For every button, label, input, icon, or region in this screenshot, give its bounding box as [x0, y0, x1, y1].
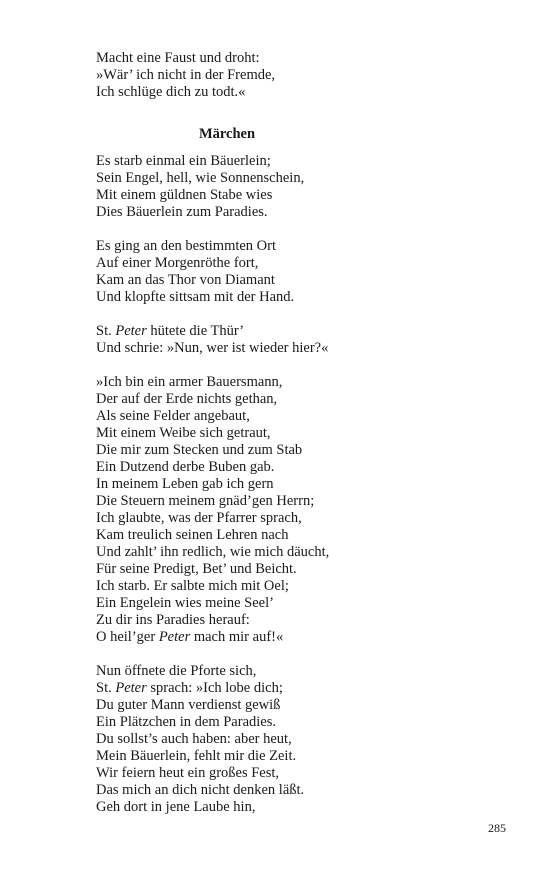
poem-line: Mein Bäuerlein, fehlt mir die Zeit. — [96, 748, 297, 764]
poem-line: Als seine Felder angebaut, — [96, 408, 250, 424]
poem-line: Dies Bäuerlein zum Paradies. — [96, 204, 268, 220]
page-number: 285 — [488, 821, 506, 835]
poem-line: Und klopfte sittsam mit der Hand. — [96, 289, 295, 305]
poem-line: Und zahlt’ ihn redlich, wie mich däucht, — [96, 544, 330, 560]
stanza — [96, 153, 496, 221]
poem-line: Und schrie: »Nun, wer ist wieder hier?« — [96, 340, 329, 356]
page-body — [96, 50, 496, 833]
poem-line: Sein Engel, hell, wie Sonnenschein, — [96, 170, 305, 186]
poem-line: Nun öffnete die Pforte sich, — [96, 663, 257, 679]
poem-line: St. Peter hütete die Thür’ — [96, 323, 245, 339]
poem-line: Ich schlüge dich zu todt.« — [96, 84, 246, 100]
poem-line: Für seine Predigt, Bet’ und Beicht. — [96, 561, 297, 577]
poem-body — [96, 153, 496, 816]
poem-line: Du guter Mann verdienst gewiß — [96, 697, 281, 713]
intro-stanza — [96, 50, 496, 101]
poem-line: Ich starb. Er salbte mich mit Oel; — [96, 578, 289, 594]
poem-line: Kam an das Thor von Diamant — [96, 272, 275, 288]
poem-title: Märchen — [198, 126, 256, 142]
poem-line: Ein Dutzend derbe Buben gab. — [96, 459, 275, 475]
poem-line: Ich glaubte, was der Pfarrer sprach, — [96, 510, 302, 526]
poem-line: Auf einer Morgenröthe fort, — [96, 255, 259, 271]
stanza — [96, 374, 496, 646]
italic-name: Peter — [115, 323, 147, 339]
poem-line: In meinem Leben gab ich gern — [96, 476, 274, 492]
poem-line: Es starb einmal ein Bäuerlein; — [96, 153, 271, 169]
poem-line: Mit einem güldnen Stabe wies — [96, 187, 273, 203]
poem-line: Zu dir ins Paradies herauf: — [96, 612, 250, 628]
poem-line: Du sollst’s auch haben: aber heut, — [96, 731, 292, 747]
stanza — [96, 238, 496, 306]
poem-line: Geh dort in jene Laube hin, — [96, 799, 256, 815]
poem-line: Mit einem Weibe sich getraut, — [96, 425, 271, 441]
poem-line: Wir feiern heut ein großes Fest, — [96, 765, 280, 781]
poem-line: Der auf der Erde nichts gethan, — [96, 391, 278, 407]
italic-name: Peter — [115, 680, 147, 696]
poem-line: Die Steuern meinem gnäd’gen Herrn; — [96, 493, 315, 509]
stanza — [96, 663, 496, 816]
poem-line: Die mir zum Stecken und zum Stab — [96, 442, 303, 458]
poem-line: Ein Engelein wies meine Seel’ — [96, 595, 274, 611]
poem-line: Kam treulich seinen Lehren nach — [96, 527, 289, 543]
stanza — [96, 323, 496, 357]
poem-line: Ein Plätzchen in dem Paradies. — [96, 714, 276, 730]
poem-line: Das mich an dich nicht denken läßt. — [96, 782, 305, 798]
poem-line: Es ging an den bestimmten Ort — [96, 238, 277, 254]
poem-line: Macht eine Faust und droht: — [96, 50, 260, 66]
poem-line: »Ich bin ein armer Bauersmann, — [96, 374, 283, 390]
poem-line: »Wär’ ich nicht in der Fremde, — [96, 67, 276, 83]
poem-line: St. Peter sprach: »Ich lobe dich; — [96, 680, 283, 696]
italic-name: Peter — [158, 629, 191, 645]
poem-line: O heil’ger Peter mach mir auf!« — [96, 629, 284, 645]
